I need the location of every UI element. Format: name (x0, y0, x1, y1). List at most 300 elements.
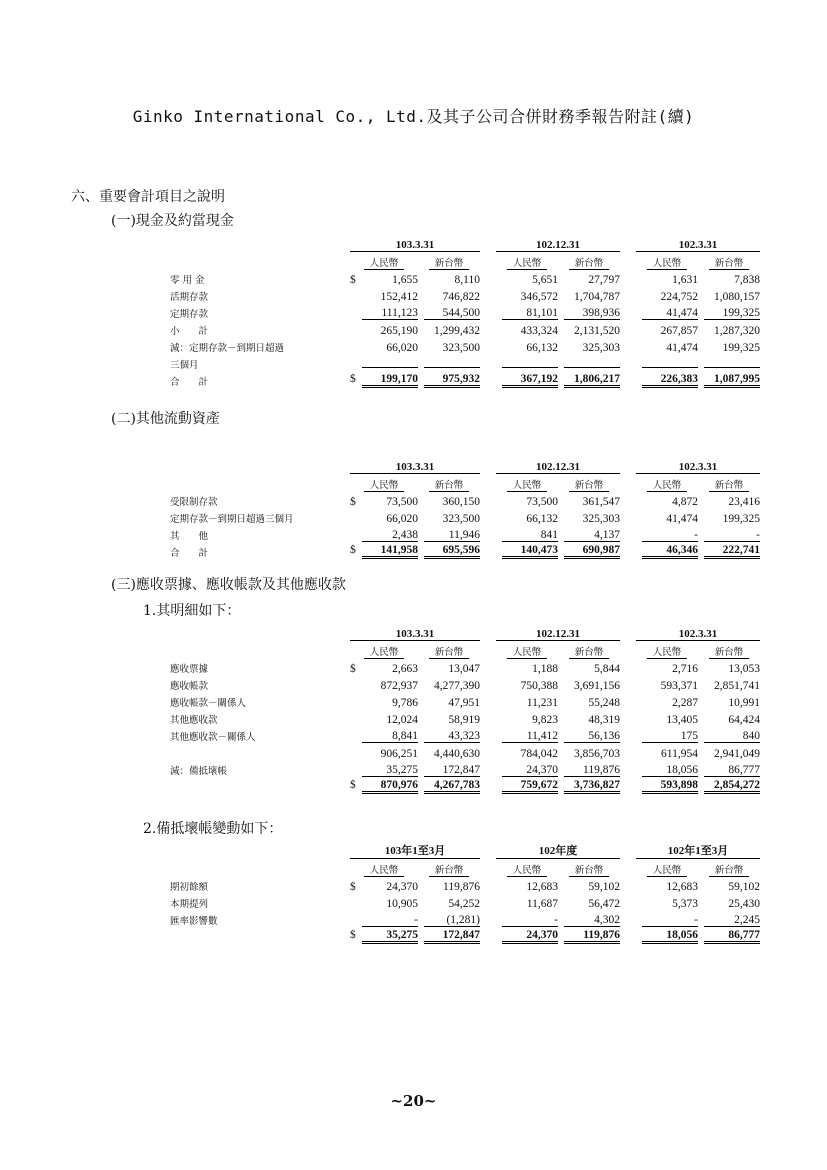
value-text: 1,299,432 (434, 325, 480, 337)
value-text: 906,251 (380, 748, 418, 760)
table-row (170, 692, 760, 709)
value-cell (636, 726, 698, 743)
value-text: 141,958 (362, 544, 418, 559)
value-text: 2,941,049 (714, 748, 760, 760)
row-label: 其他應收款 (170, 715, 218, 726)
dollar-sign: $ (350, 274, 356, 286)
dollar-sign: $ (350, 496, 356, 508)
gap-cell (480, 234, 496, 252)
row-label: 定期存款－到期日超過三個月 (170, 514, 294, 525)
value-cell (698, 876, 760, 893)
value-cell (698, 777, 760, 794)
value-cell (558, 542, 620, 559)
value-cell (350, 320, 418, 337)
value-text: 433,324 (520, 325, 558, 337)
other-period-row (170, 456, 760, 474)
value-text: 73,500 (526, 496, 558, 508)
value-cell (418, 508, 480, 525)
gap-cell (480, 508, 496, 525)
receivables-table (170, 623, 760, 794)
value-cell (698, 354, 760, 371)
value-cell (496, 286, 558, 303)
gap-cell (480, 927, 496, 944)
value-cell (558, 337, 620, 354)
cash-currency-row (170, 252, 760, 270)
gap-cell (620, 371, 636, 388)
table-row (170, 709, 760, 726)
value-text: 5,373 (672, 898, 698, 910)
gap-cell (620, 508, 636, 525)
value-text: 86,777 (704, 764, 760, 777)
value-text: 611,954 (661, 748, 698, 760)
value-text: 152,412 (380, 291, 418, 303)
value-text: 18,056 (642, 929, 698, 944)
allowance-subtitle: 2.備抵壞帳變動如下： (143, 821, 283, 837)
value-cell (636, 743, 698, 760)
value-cell (636, 876, 698, 893)
value-cell (558, 777, 620, 794)
gap-cell (480, 760, 496, 777)
period-header: 102年度 (496, 841, 620, 859)
value-text: 119,876 (443, 881, 480, 893)
value-cell (418, 910, 480, 927)
value-text (362, 367, 418, 368)
value-text: 1,631 (672, 274, 698, 286)
gap-cell (620, 726, 636, 743)
row-label: 應收帳款 (170, 681, 209, 692)
currency-header (698, 252, 760, 270)
table-row (170, 269, 760, 286)
currency-header (496, 859, 558, 877)
value-cell (350, 893, 418, 910)
value-text: 172,847 (424, 764, 480, 777)
currency-label: 新台幣 (709, 647, 750, 659)
value-cell (350, 508, 418, 525)
gap-cell (620, 354, 636, 371)
gap-cell (480, 354, 496, 371)
row-label: 定期存款 (170, 309, 209, 320)
value-text: 367,192 (502, 373, 558, 388)
value-text: 24,370 (386, 881, 418, 893)
value-cell (418, 927, 480, 944)
value-cell (698, 525, 760, 542)
value-cell (698, 371, 760, 388)
value-text: 24,370 (502, 929, 558, 944)
value-cell (698, 542, 760, 559)
gap-cell (480, 675, 496, 692)
table-row (170, 320, 760, 337)
dollar-sign: $ (350, 929, 356, 941)
value-text: 2,663 (392, 663, 418, 675)
value-text: 41,474 (666, 342, 698, 354)
value-text: 56,472 (588, 898, 620, 910)
value-text: 1,806,217 (564, 373, 620, 388)
currency-header (418, 474, 480, 492)
value-cell (558, 927, 620, 944)
value-cell (350, 743, 418, 760)
value-cell (558, 692, 620, 709)
recv-currency-row (170, 641, 760, 659)
value-text: 43,323 (424, 730, 480, 743)
gap-cell (620, 337, 636, 354)
period-header: 102.3.31 (636, 234, 760, 252)
row-label (170, 777, 350, 794)
cash-section-title: (一)現金及約當現金 (111, 213, 234, 229)
table-row (170, 491, 760, 508)
value-cell (636, 525, 698, 542)
value-cell (636, 320, 698, 337)
gap-cell (480, 876, 496, 893)
value-cell (418, 354, 480, 371)
gap-cell (480, 474, 496, 492)
value-cell (698, 320, 760, 337)
value-cell (350, 927, 418, 944)
value-cell (496, 893, 558, 910)
value-cell (558, 760, 620, 777)
value-text (642, 367, 698, 368)
gap-cell (620, 743, 636, 760)
gap-cell (480, 658, 496, 675)
gap-cell (620, 760, 636, 777)
value-text: 267,857 (660, 325, 698, 337)
gap-cell (480, 910, 496, 927)
value-text: 59,102 (728, 881, 760, 893)
value-text: 41,474 (666, 513, 698, 525)
value-text: 870,976 (362, 779, 418, 794)
gap-cell (620, 641, 636, 659)
currency-header (698, 859, 760, 877)
value-text: 4,277,390 (434, 680, 480, 692)
value-text: - (502, 914, 558, 927)
gap-cell (480, 269, 496, 286)
value-cell (558, 354, 620, 371)
row-label: 小 計 (170, 326, 209, 337)
value-cell (418, 337, 480, 354)
value-cell (496, 337, 558, 354)
value-text: 1,080,157 (714, 291, 760, 303)
currency-label: 人民幣 (647, 258, 688, 270)
gap-cell (620, 859, 636, 877)
value-text: 346,572 (520, 291, 558, 303)
value-cell (698, 675, 760, 692)
currency-header (558, 641, 620, 659)
currency-header (496, 474, 558, 492)
table-row (170, 354, 760, 371)
value-text: 58,919 (448, 714, 480, 726)
currency-header (418, 252, 480, 270)
value-text: 46,346 (642, 544, 698, 559)
value-cell (636, 337, 698, 354)
value-text: 25,430 (728, 898, 760, 910)
value-cell (558, 286, 620, 303)
currency-label: 人民幣 (647, 480, 688, 492)
currency-header (558, 474, 620, 492)
table-row (170, 743, 760, 760)
value-text: 11,687 (526, 898, 558, 910)
table-row (170, 508, 760, 525)
value-cell (698, 508, 760, 525)
value-text: 2,131,520 (574, 325, 620, 337)
value-cell (698, 303, 760, 320)
spacer-cell (170, 252, 350, 270)
section-title: 六、重要會計項目之說明 (71, 189, 225, 205)
period-header: 102.12.31 (496, 623, 620, 641)
value-text: 13,405 (666, 714, 698, 726)
currency-header (350, 859, 418, 877)
value-text: 222,741 (704, 544, 760, 559)
value-cell (698, 337, 760, 354)
value-text: 323,500 (442, 342, 480, 354)
value-text: 11,231 (526, 697, 558, 709)
value-cell (350, 675, 418, 692)
value-text: 1,704,787 (574, 291, 620, 303)
value-cell (418, 269, 480, 286)
value-cell (350, 303, 418, 320)
value-cell (350, 726, 418, 743)
value-cell (350, 777, 418, 794)
value-text: - (642, 529, 698, 542)
value-cell (418, 709, 480, 726)
value-text: 24,370 (502, 764, 558, 777)
currency-header (496, 252, 558, 270)
value-text: 41,474 (642, 307, 698, 320)
gap-cell (480, 743, 496, 760)
value-cell (418, 320, 480, 337)
table-row (170, 893, 760, 910)
value-cell (350, 910, 418, 927)
value-cell (636, 354, 698, 371)
gap-cell (480, 709, 496, 726)
currency-label: 新台幣 (429, 480, 470, 492)
currency-header (418, 859, 480, 877)
value-cell (350, 286, 418, 303)
gap-cell (480, 726, 496, 743)
period-header: 103.3.31 (350, 456, 480, 474)
value-text: 66,132 (526, 513, 558, 525)
spacer-cell (170, 234, 350, 252)
value-cell (496, 726, 558, 743)
row-label: 合 計 (170, 377, 209, 388)
gap-cell (620, 658, 636, 675)
gap-cell (620, 269, 636, 286)
value-text: 325,303 (582, 513, 620, 525)
value-cell (496, 542, 558, 559)
currency-label: 新台幣 (709, 865, 750, 877)
gap-cell (480, 337, 496, 354)
value-cell (636, 675, 698, 692)
value-cell (496, 743, 558, 760)
gap-cell (620, 623, 636, 641)
value-text: 199,170 (362, 373, 418, 388)
currency-label: 人民幣 (647, 647, 688, 659)
period-header: 102.3.31 (636, 623, 760, 641)
period-header: 102.12.31 (496, 456, 620, 474)
value-text: 175 (642, 730, 698, 743)
value-cell (698, 726, 760, 743)
value-text: 1,188 (532, 663, 558, 675)
value-cell (418, 777, 480, 794)
value-cell (350, 371, 418, 388)
value-cell (636, 286, 698, 303)
table-row (170, 726, 760, 743)
value-text: 3,736,827 (564, 779, 620, 794)
value-cell (636, 893, 698, 910)
value-cell (698, 658, 760, 675)
table-row (170, 876, 760, 893)
value-cell (418, 743, 480, 760)
value-text: 59,102 (588, 881, 620, 893)
value-cell (558, 675, 620, 692)
value-text: 11,946 (424, 529, 480, 542)
value-cell (558, 320, 620, 337)
gap-cell (480, 491, 496, 508)
value-cell (698, 910, 760, 927)
value-text: 840 (704, 730, 760, 743)
value-text: 841 (502, 529, 558, 542)
value-cell (698, 491, 760, 508)
currency-header (636, 859, 698, 877)
value-text: 2,716 (672, 663, 698, 675)
page-number: ~20~ (390, 1092, 437, 1110)
receivables-detail-subtitle: 1.其明細如下： (143, 603, 241, 619)
value-cell (558, 709, 620, 726)
dollar-sign: $ (350, 544, 356, 556)
value-text: 119,876 (564, 764, 620, 777)
currency-label: 新台幣 (429, 647, 470, 659)
value-text: 872,937 (380, 680, 418, 692)
value-cell (698, 692, 760, 709)
value-cell (558, 371, 620, 388)
spacer-cell (170, 474, 350, 492)
currency-label: 新台幣 (569, 258, 610, 270)
value-text: 56,136 (564, 730, 620, 743)
value-text: 746,822 (442, 291, 480, 303)
value-cell (418, 726, 480, 743)
value-text: 12,683 (526, 881, 558, 893)
value-cell (636, 760, 698, 777)
gap-cell (480, 525, 496, 542)
cash-period-row (170, 234, 760, 252)
value-cell (558, 893, 620, 910)
value-cell (636, 658, 698, 675)
currency-label: 新台幣 (569, 865, 610, 877)
table-row (170, 777, 760, 794)
value-text: 224,752 (660, 291, 698, 303)
value-text: 12,683 (666, 881, 698, 893)
value-text: 23,416 (728, 496, 760, 508)
value-cell (350, 525, 418, 542)
value-cell (418, 491, 480, 508)
gap-cell (480, 456, 496, 474)
value-text: 8,841 (362, 730, 418, 743)
value-text: 10,905 (386, 898, 418, 910)
dollar-sign: $ (350, 881, 356, 893)
gap-cell (480, 623, 496, 641)
currency-label: 新台幣 (709, 258, 750, 270)
value-text: 3,856,703 (574, 748, 620, 760)
row-label: 三個月 (170, 360, 199, 371)
row-label: 減：備抵壞帳 (170, 766, 228, 777)
value-text: 199,325 (722, 513, 760, 525)
value-cell (496, 303, 558, 320)
currency-header (350, 474, 418, 492)
value-cell (496, 508, 558, 525)
value-cell (418, 692, 480, 709)
gap-cell (620, 474, 636, 492)
row-label (170, 743, 350, 760)
currency-header (496, 641, 558, 659)
value-text: 2,438 (362, 529, 418, 542)
value-text: 13,047 (448, 663, 480, 675)
currency-label: 人民幣 (507, 647, 548, 659)
currency-label: 新台幣 (569, 647, 610, 659)
row-label: 零 用 金 (170, 275, 205, 286)
value-cell (350, 542, 418, 559)
value-cell (698, 927, 760, 944)
value-text: 73,500 (386, 496, 418, 508)
currency-header (636, 252, 698, 270)
value-cell (418, 760, 480, 777)
currency-header (636, 474, 698, 492)
gap-cell (480, 320, 496, 337)
value-text: 4,872 (672, 496, 698, 508)
currency-label: 新台幣 (429, 258, 470, 270)
table-row (170, 675, 760, 692)
value-text: 86,777 (704, 929, 760, 944)
value-text: 593,371 (660, 680, 698, 692)
other-assets-section-title: (二)其他流動資產 (111, 411, 220, 427)
value-text: 13,053 (728, 663, 760, 675)
period-header: 103年1至3月 (350, 841, 480, 859)
value-cell (636, 709, 698, 726)
page-header-title: Ginko International Co., Ltd.及其子公司合併財務季報告附註(續) (132, 107, 695, 126)
value-text: 47,951 (448, 697, 480, 709)
row-label: 活期存款 (170, 292, 209, 303)
value-cell (636, 692, 698, 709)
value-text: 593,898 (642, 779, 698, 794)
value-text: 66,020 (386, 513, 418, 525)
value-cell (496, 777, 558, 794)
value-text: 55,248 (588, 697, 620, 709)
value-cell (350, 354, 418, 371)
value-cell (418, 675, 480, 692)
value-cell (418, 286, 480, 303)
value-text (704, 367, 760, 368)
value-text: 361,547 (582, 496, 620, 508)
gap-cell (480, 303, 496, 320)
other-assets-table (170, 456, 760, 559)
table-row (170, 525, 760, 542)
value-text: 4,137 (564, 529, 620, 542)
value-cell (350, 876, 418, 893)
row-label: 減：定期存款－到期日超過 (170, 343, 285, 354)
period-header: 102.12.31 (496, 234, 620, 252)
allow-period-row (170, 841, 760, 859)
value-text: 81,101 (502, 307, 558, 320)
currency-label: 人民幣 (364, 480, 405, 492)
cash-table (170, 234, 760, 388)
gap-cell (620, 456, 636, 474)
currency-label: 人民幣 (507, 865, 548, 877)
currency-header (418, 641, 480, 659)
dollar-sign: $ (350, 663, 356, 675)
value-cell (496, 269, 558, 286)
value-text: - (642, 914, 698, 927)
allowance-table (170, 841, 760, 944)
other-currency-row (170, 474, 760, 492)
value-text: 35,275 (362, 764, 418, 777)
value-cell (350, 269, 418, 286)
